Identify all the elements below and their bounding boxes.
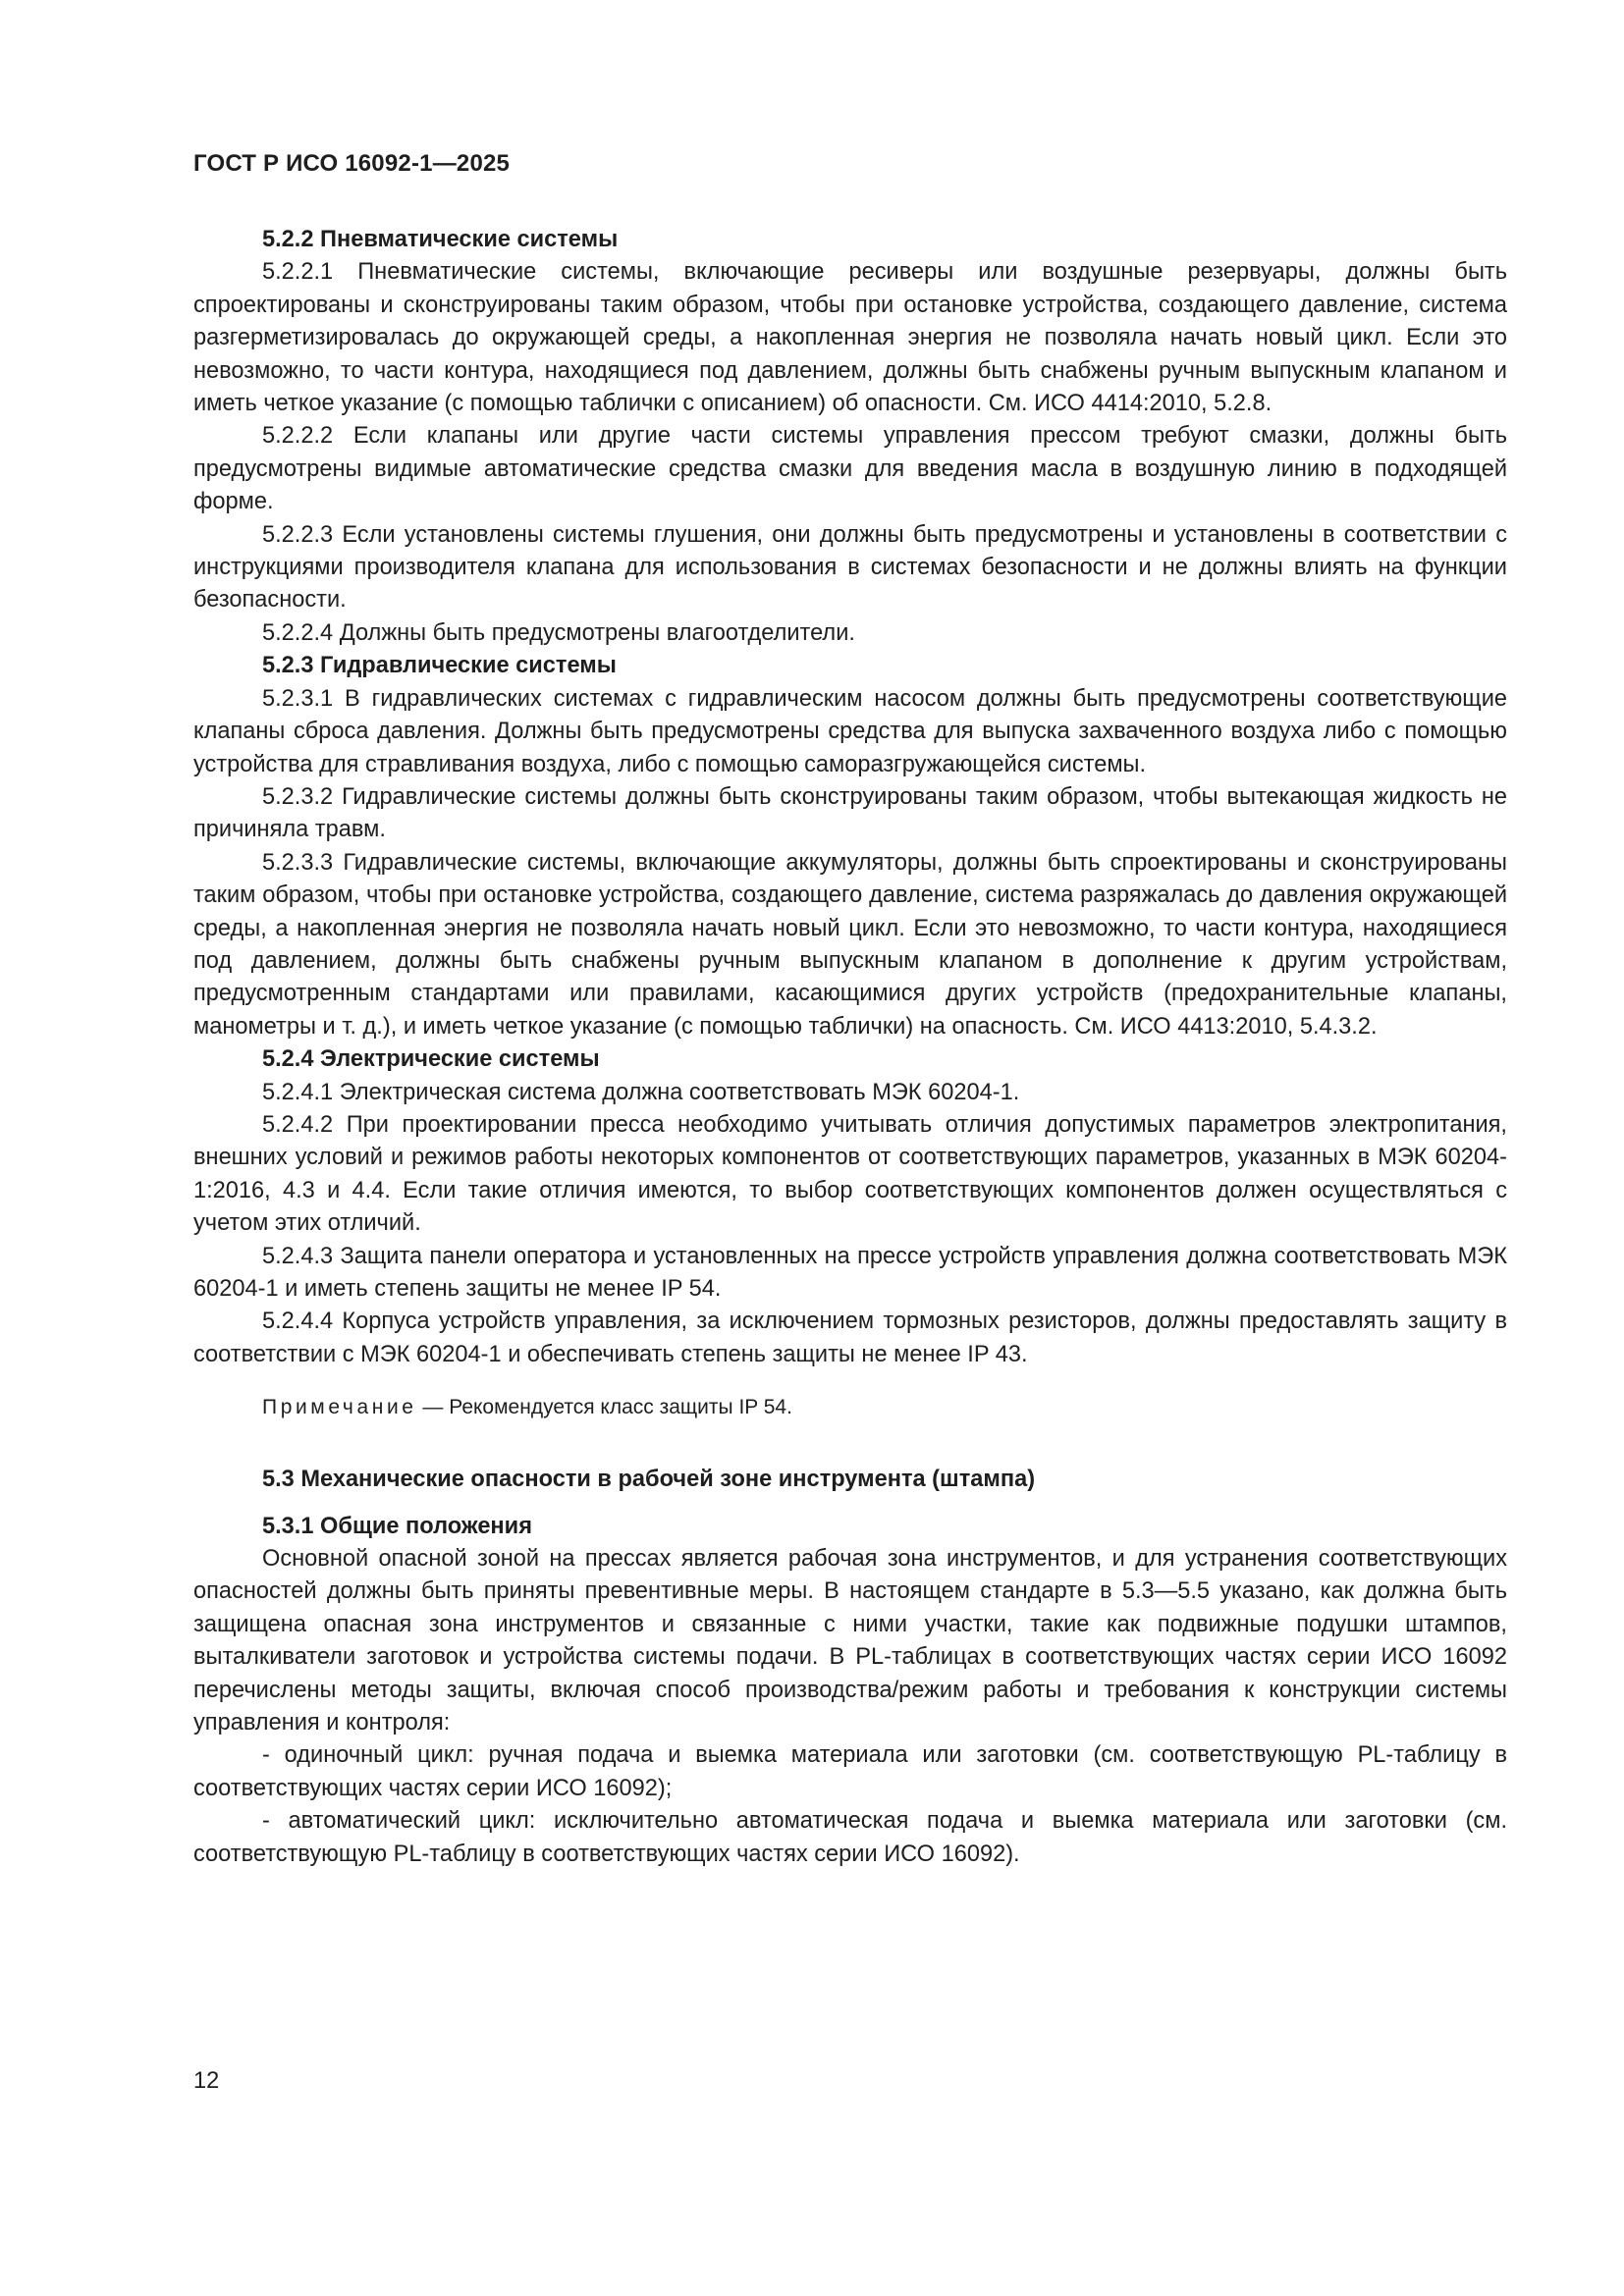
paragraph-5-2-3-2: 5.2.3.2 Гидравлические системы должны быть сконструированы таким образом, чтобы вытекающая жидкость не причиняла травм. — [193, 783, 1507, 843]
document-header: ГОСТ Р ИСО 16092-1—2025 — [193, 150, 511, 177]
paragraph-5-2-4-2: 5.2.4.2 При проектировании пресса необходимо учитывать отличия допустимых параметров электропитания, внешних условий и режимов работы некоторых компонентов от соответствующих параметров, указанных в МЭК 60204-1:2016, 4.3 и 4.4. Если такие отличия имеются, то выбор соответствующих компонентов должен осуществляться с учетом этих отличий. — [193, 1111, 1507, 1237]
section-heading-5-2-4: 5.2.4 Электрические системы — [262, 1046, 600, 1073]
section-heading-5-2-3: 5.2.3 Гидравлические системы — [262, 653, 617, 679]
paragraph-5-3-1: Основной опасной зоной на прессах является рабочая зона инструментов, и для устранения соответствующих опасностей должны быть приняты превентивные меры. В настоящем стандарте в 5.3—5.5 указано, как должна быть защищена опасная зона инструментов и связанные с ними участки, такие как подвижные подушки штампов, выталкиватели заготовок и устройства системы подачи. В PL-таблицах в соответствующих частях серии ИСО 16092 перечислены методы защиты, включая способ производства/режим работы и требования к конструкции системы управления и контроля: — [193, 1546, 1507, 1736]
paragraph-5-2-3-1: 5.2.3.1 В гидравлических системах с гидравлическим насосом должны быть предусмотрены соответствующие клапаны сброса давления. Должны быть предусмотрены средства для выпуска захваченного воздуха либо с помощью устройства для стравливания воздуха, либо с помощью саморазгружающейся системы. — [193, 685, 1507, 777]
paragraph-5-2-4-1: 5.2.4.1 Электрическая система должна соответствовать МЭК 60204-1. — [262, 1079, 1020, 1105]
paragraph-5-2-2-1: 5.2.2.1 Пневматические системы, включающие ресиверы или воздушные резервуары, должны быть спроектированы и сконструированы таким образом, чтобы при остановке устройства, создающего давление, система разгерметизировалась до окружающей среды, а накопленная энергия не позволяла начать новый цикл. Если это невозможно, то части контура, находящиеся под давлением, должны быть снабжены ручным выпускным клапаном и иметь четкое указание (с помощью таблички с описанием) об опасности. См. ИСО 4414:2010, 5.2.8. — [193, 259, 1507, 417]
section-heading-5-3: 5.3 Механические опасности в рабочей зоне инструмента (штампа) — [262, 1467, 1036, 1493]
document-body — [193, 224, 1507, 1871]
note — [193, 1393, 1507, 1422]
paragraph-5-2-4-3: 5.2.4.3 Защита панели оператора и установленных на прессе устройств управления должна соответствовать МЭК 60204-1 и иметь степень защиты не менее IP 54. — [193, 1243, 1507, 1302]
list-item-single-cycle: - одиночный цикл: ручная подача и выемка материала или заготовки (см. соответствующую PL-таблицу в соответствующих частях серии ИСО 16092); — [193, 1742, 1507, 1801]
paragraph-5-2-2-3: 5.2.2.3 Если установлены системы глушения, они должны быть предусмотрены и установлены в соответствии с инструкциями производителя клапана для использования в системах безопасности и не должны влиять на функции безопасности. — [193, 521, 1507, 614]
paragraph-5-2-2-4: 5.2.2.4 Должны быть предусмотрены влагоотделители. — [262, 619, 855, 646]
paragraph-5-2-4-4: 5.2.4.4 Корпуса устройств управления, за исключением тормозных резисторов, должны предоставлять защиту в соответствии с МЭК 60204-1 и обеспечивать степень защиты не менее IP 43. — [193, 1308, 1507, 1367]
list-item-automatic-cycle: - автоматический цикл: исключительно автоматическая подача и выемка материала или заготовки (см. соответствующую PL-таблицу в соответствующих частях серии ИСО 16092). — [193, 1808, 1507, 1867]
page-number: 12 — [193, 2068, 220, 2094]
note-label: Примечание — [262, 1396, 417, 1419]
paragraph-5-2-3-3: 5.2.3.3 Гидравлические системы, включающие аккумуляторы, должны быть спроектированы и сконструированы таким образом, чтобы при остановке устройства, создающего давление, система разряжалась до давления окружающей среды, а накопленная энергия не позволяла начать новый цикл. Если это невозможно, то части контура, находящиеся под давлением, должны быть снабжены ручным выпускным клапаном в дополнение к другим устройствам, предусмотренным стандартами или правилами, касающимися других устройств (предохранительные клапаны, манометры и т. д.), и иметь четкое указание (с помощью таблички) на опасность. См. ИСО 4413:2010, 5.4.3.2. — [193, 849, 1507, 1040]
section-heading-5-3-1: 5.3.1 Общие положения — [262, 1513, 532, 1539]
paragraph-5-2-2-2: 5.2.2.2 Если клапаны или другие части системы управления прессом требуют смазки, должны быть предусмотрены видимые автоматические средства смазки для введения масла в воздушную линию в подходящей форме. — [193, 423, 1507, 515]
section-heading-5-2-2: 5.2.2 Пневматические системы — [262, 227, 619, 252]
note-text: — Рекомендуется класс защиты IP 54. — [422, 1396, 792, 1419]
